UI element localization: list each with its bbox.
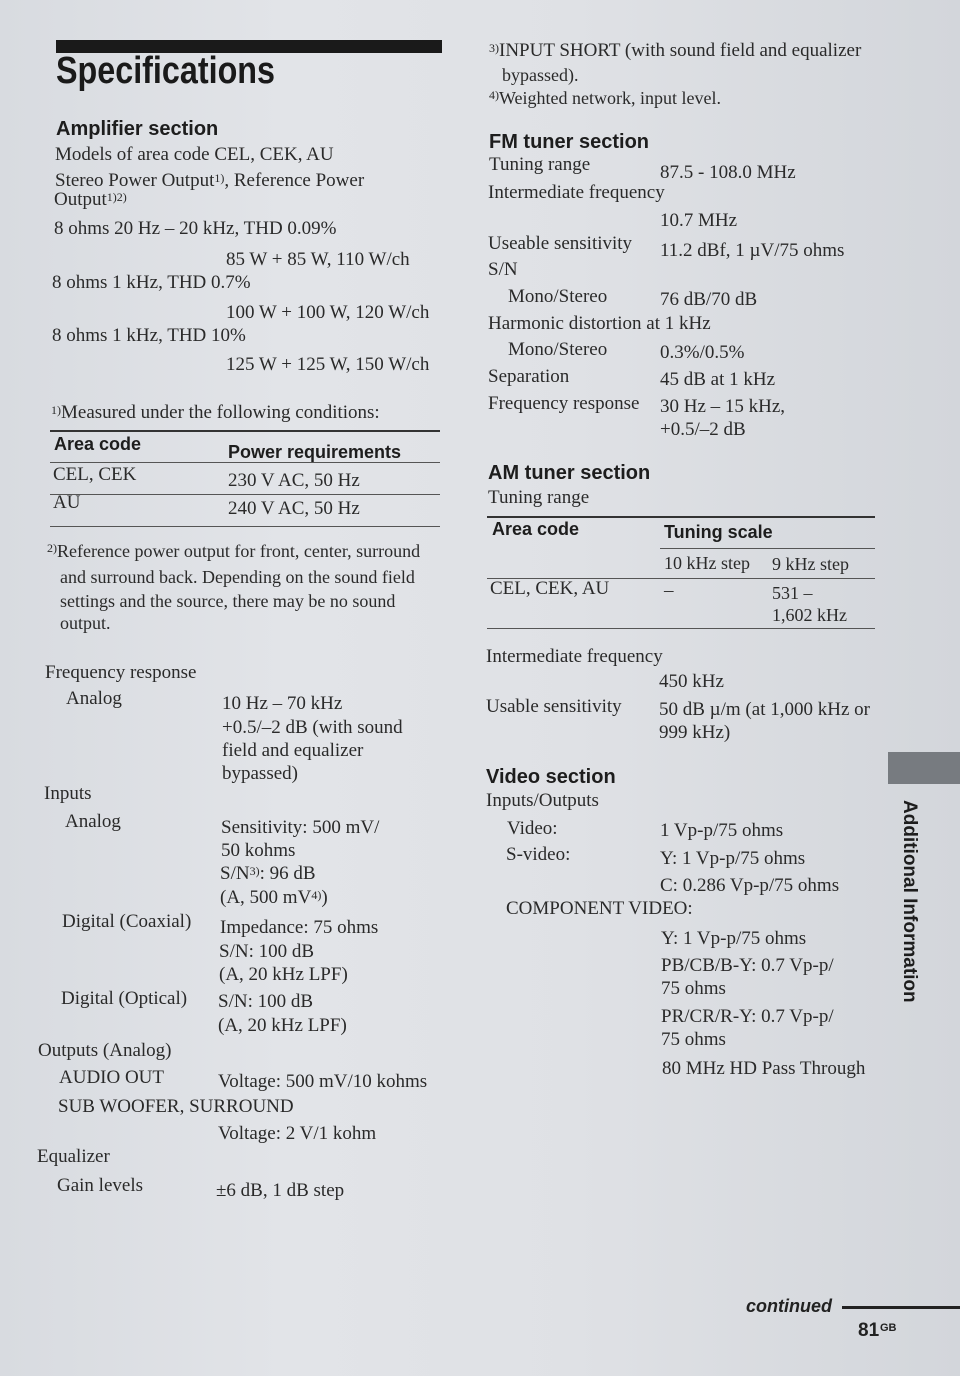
stereo-output-line2: Output$^{1)2)}$: [54, 189, 127, 210]
coaxial-value-1: Impedance: 75 ohms: [220, 917, 379, 938]
io-label: Inputs/Outputs: [486, 790, 599, 811]
am-row-9khz-1: 531 –: [772, 583, 813, 603]
footnote-2-line4: output.: [60, 613, 111, 633]
value-2: 100 W + 100 W, 120 W/ch: [226, 302, 430, 323]
am-sub-10khz: 10 kHz step: [664, 553, 750, 573]
table-head-power: Power requirements: [228, 442, 402, 462]
video-label: Video:: [507, 818, 558, 839]
table-top-rule: [50, 430, 440, 432]
equalizer-label: Equalizer: [37, 1146, 110, 1167]
hd-pass-through: 80 MHz HD Pass Through: [662, 1058, 866, 1079]
table-row-power: 230 V AC, 50 Hz: [228, 470, 360, 491]
inputs-analog-label: Analog: [65, 811, 121, 832]
coaxial-value-3: (A, 20 kHz LPF): [219, 964, 348, 985]
analog-label: Analog: [66, 688, 122, 709]
inputs-label: Inputs: [44, 783, 92, 804]
page-title: Specifications: [56, 50, 275, 92]
fm-freq-value-1: 30 Hz – 15 kHz,: [660, 396, 786, 417]
am-row-10khz: –: [664, 580, 674, 601]
am-sensitivity-value-1: 50 dB µ/m (at 1,000 kHz or: [659, 699, 870, 720]
am-heading: AM tuner section: [488, 462, 651, 484]
table-row-area: AU: [53, 492, 81, 513]
stereo-output-line1: Stereo Power Output$^{1)}$, Reference Power: [55, 170, 365, 191]
gain-levels-value: ±6 dB, 1 dB step: [216, 1180, 345, 1201]
input-analog-3: $S/N^{3)}$: 96 dB: [220, 863, 316, 884]
gain-levels-label: Gain levels: [57, 1175, 144, 1196]
am-tuning-label: Tuning range: [488, 487, 590, 508]
table-head-rule: [50, 462, 440, 463]
am-row-area: CEL, CEK, AU: [490, 578, 610, 599]
freq-value-2: +0.5/–2 dB (with sound: [222, 717, 403, 738]
continued-label: continued: [746, 1296, 832, 1316]
input-analog-1: Sensitivity: 500 mV/: [221, 817, 380, 838]
component-label: COMPONENT VIDEO:: [506, 898, 693, 919]
component-pr-value-2: 75 ohms: [661, 1029, 726, 1050]
footnote-2-line3: settings and the source, there may be no sound: [60, 591, 396, 611]
outputs-label: Outputs (Analog): [38, 1040, 172, 1061]
am-if-label: Intermediate frequency: [486, 646, 663, 667]
am-sensitivity-value-2: 999 kHz): [659, 722, 731, 743]
table-row-power: 240 V AC, 50 Hz: [228, 498, 360, 519]
fm-mono-value-1: 76 dB/70 dB: [660, 289, 758, 310]
amplifier-heading: Amplifier section: [56, 118, 219, 140]
am-sub-9khz: 9 kHz step: [772, 554, 849, 574]
fm-freq-value-2: +0.5/–2 dB: [660, 419, 746, 440]
footnote-3-line2: bypassed).: [502, 65, 579, 85]
optical-value-2: (A, 20 kHz LPF): [218, 1015, 347, 1036]
fm-if-label: Intermediate frequency: [488, 182, 665, 203]
freq-value-1: 10 Hz – 70 kHz: [222, 693, 343, 714]
component-y-value: Y: 1 Vp-p/75 ohms: [661, 928, 807, 949]
condition-3: 8 ohms 1 kHz, THD 10%: [52, 325, 246, 346]
freq-value-3: field and equalizer: [222, 740, 364, 761]
am-table-head-scale: Tuning scale: [664, 522, 773, 542]
fm-separation-value: 45 dB at 1 kHz: [660, 369, 776, 390]
table-bottom-rule: [50, 526, 440, 527]
input-analog-4: (A, 500 $mV^{4)}$): [220, 887, 328, 908]
component-pb-value-2: 75 ohms: [661, 978, 726, 999]
condition-1: 8 ohms 20 Hz – 20 kHz, THD 0.09%: [54, 218, 337, 239]
component-pb-value-1: PB/CB/B-Y: 0.7 Vp-p/: [661, 955, 834, 976]
svideo-y-value: Y: 1 Vp-p/75 ohms: [660, 848, 806, 869]
fm-mono-label-2: Mono/Stereo: [508, 339, 608, 360]
models-text: Models of area code CEL, CEK, AU: [55, 144, 334, 165]
audio-out-value: Voltage: 500 mV/10 kohms: [218, 1071, 428, 1092]
fm-separation-label: Separation: [488, 366, 570, 387]
am-row-9khz-2: 1,602 kHz: [772, 605, 847, 625]
value-1: 85 W + 85 W, 110 W/ch: [226, 249, 410, 270]
sub-woofer-label: SUB WOOFER, SURROUND: [58, 1096, 294, 1117]
value-3: 125 W + 125 W, 150 W/ch: [226, 354, 430, 375]
am-if-value: 450 kHz: [659, 671, 724, 692]
footnote-1: $^{1)}$Measured under the following conditions:: [51, 402, 380, 423]
fm-mono-value-2: 0.3%/0.5%: [660, 342, 745, 363]
optical-value-1: S/N: 100 dB: [218, 991, 314, 1012]
fm-harmonic-label: Harmonic distortion at 1 kHz: [488, 313, 711, 334]
audio-out-label: AUDIO OUT: [59, 1067, 165, 1088]
input-analog-2: 50 kohms: [221, 840, 296, 861]
fm-heading: FM tuner section: [489, 131, 650, 153]
table-head-area: Area code: [54, 434, 142, 454]
am-table-bottom-rule: [487, 628, 875, 629]
section-tab-marker: [888, 752, 960, 784]
condition-2: 8 ohms 1 kHz, THD 0.7%: [52, 272, 251, 293]
am-table-head-area: Area code: [492, 519, 580, 539]
continued-rule: [842, 1306, 960, 1309]
video-value: 1 Vp-p/75 ohms: [660, 820, 784, 841]
am-sensitivity-label: Usable sensitivity: [486, 696, 622, 717]
fm-mono-label-1: Mono/Stereo: [508, 286, 608, 307]
freq-value-4: bypassed): [222, 763, 298, 784]
section-side-label: Additional Information: [899, 800, 920, 1003]
coaxial-value-2: S/N: 100 dB: [219, 941, 315, 962]
fm-sensitivity-value: 11.2 dBf, 1 µV/75 ohms: [660, 240, 845, 261]
component-pr-value-1: PR/CR/R-Y: 0.7 Vp-p/: [661, 1006, 834, 1027]
freq-response-label: Frequency response: [45, 662, 197, 683]
fm-sensitivity-label: Useable sensitivity: [488, 233, 633, 254]
sub-woofer-value: Voltage: 2 V/1 kohm: [218, 1123, 377, 1144]
table-row-rule: [50, 494, 440, 495]
svideo-label: S-video:: [506, 844, 571, 865]
footnote-2-line1: $^{2)}$Reference power output for front, center, surround: [47, 541, 421, 561]
svideo-c-value: C: 0.286 Vp-p/75 ohms: [660, 875, 840, 896]
fm-tuning-label: Tuning range: [489, 154, 591, 175]
fm-tuning-value: 87.5 - 108.0 MHz: [660, 162, 796, 183]
am-table-top-rule: [487, 516, 875, 518]
page-number: 81: [858, 1320, 880, 1341]
fm-sn-label: S/N: [488, 259, 518, 280]
page-suffix: GB: [880, 1322, 897, 1334]
footnote-3-line1: $^{3)}$INPUT SHORT (with sound field and equalizer: [489, 40, 862, 61]
am-table-sub-rule: [660, 548, 875, 549]
footnote-4: $^{4)}$Weighted network, input level.: [489, 88, 721, 108]
fm-freq-label: Frequency response: [488, 393, 640, 414]
video-heading: Video section: [486, 766, 616, 788]
coaxial-label: Digital (Coaxial): [62, 911, 192, 932]
table-row-area: CEL, CEK: [53, 464, 137, 485]
optical-label: Digital (Optical): [61, 988, 188, 1009]
fm-if-value: 10.7 MHz: [660, 210, 738, 231]
footnote-2-line2: and surround back. Depending on the sound field: [60, 567, 415, 587]
